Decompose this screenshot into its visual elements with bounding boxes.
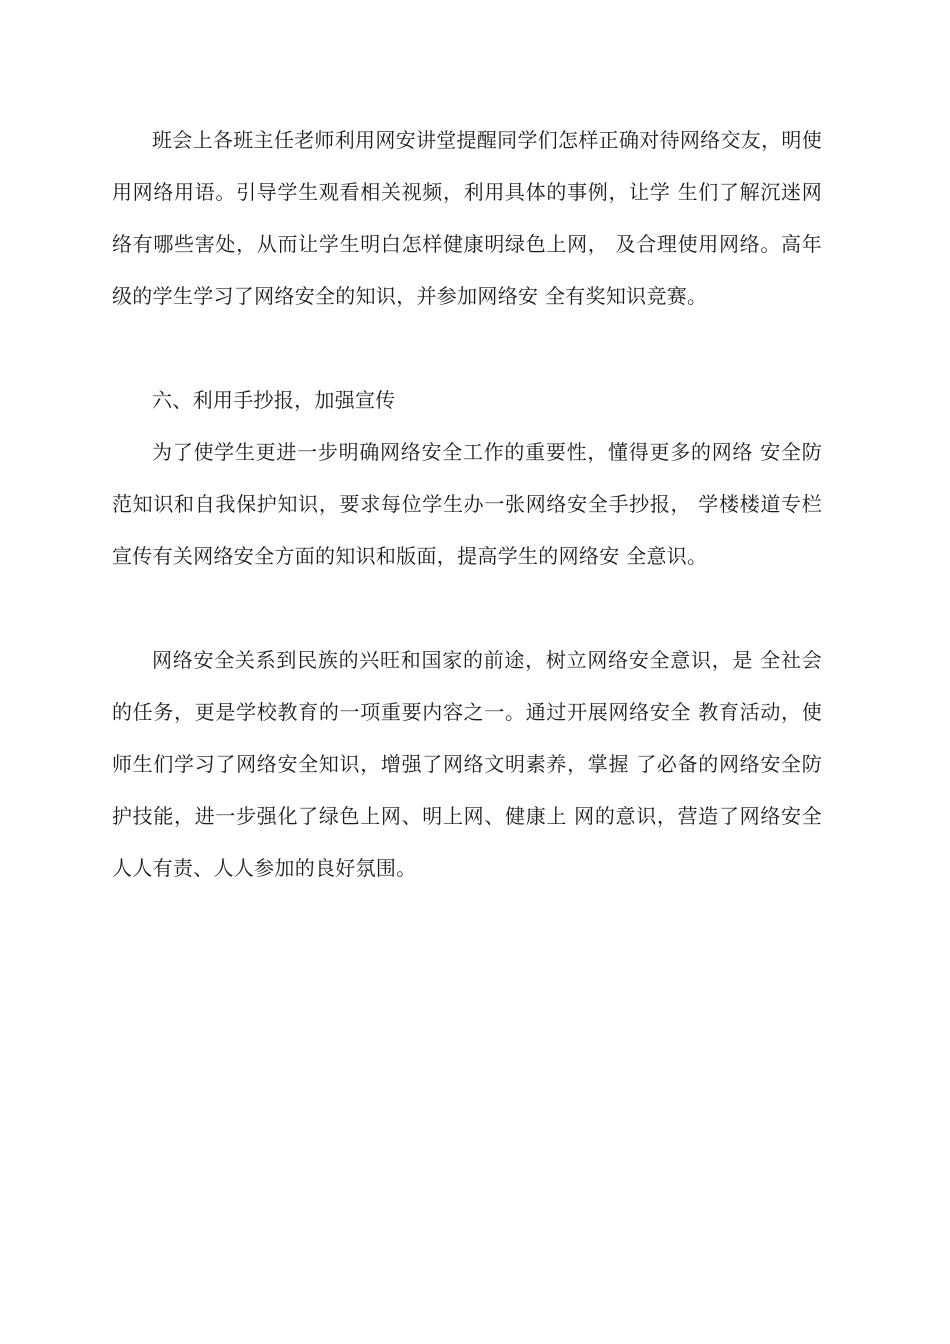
- section-heading-handwritten-newspaper: 六、利用手抄报，加强宣传: [152, 388, 396, 412]
- paragraph-handwritten-newspaper: 为了使学生更进一步明确网络安全工作的重要性，懂得更多的网络 安全防范知识和自我保护知识，要求每位学生办一张网络安全手抄报， 学楼楼道专栏宣传有关网络安全方面的知识和版面，提高学生的网络安 全意识。: [112, 440, 822, 568]
- paragraph-conclusion: 网络安全关系到民族的兴旺和国家的前途，树立网络安全意识，是 全社会的任务，更是学校教育的一项重要内容之一。通过开展网络安全 教育活动，使师生们学习了网络安全知识，增强了网络文明素养，掌握 了必备的网络安全防护技能，进一步强化了绿色上网、明上网、健康上 网的意识，营造了网络安全人人有责、人人参加的良好氛围。: [112, 648, 822, 880]
- paragraph-class-meeting: 班会上各班主任老师利用网安讲堂提醒同学们怎样正确对待网络交友，明使用网络用语。引导学生观看相关视频，利用具体的事例，让学 生们了解沉迷网络有哪些害处，从而让学生明白怎样健康明绿色上网， 及合理使用网络。高年级的学生学习了网络安全的知识，并参加网络安 全有奖知识竞赛。: [112, 128, 822, 308]
